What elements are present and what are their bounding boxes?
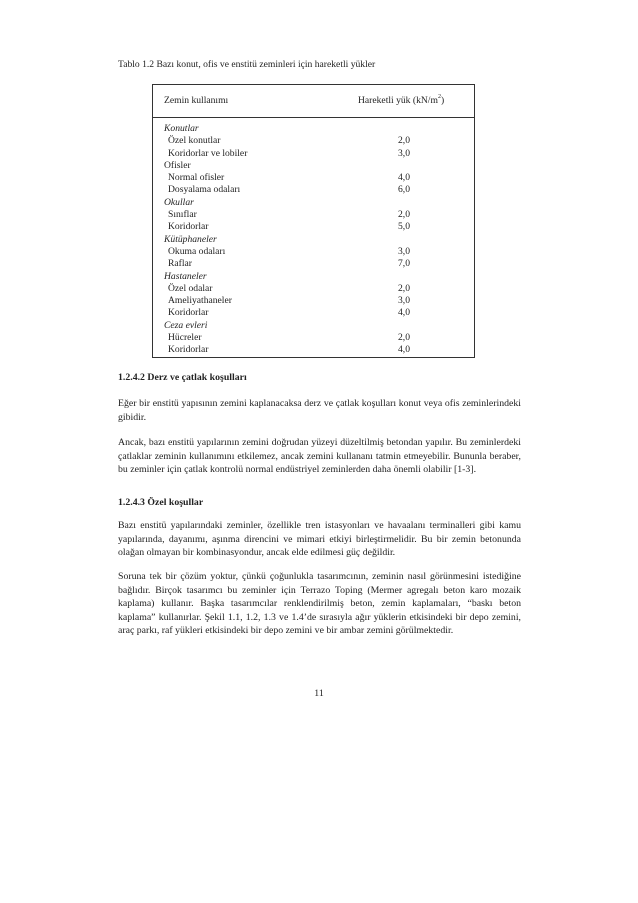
row-label: Normal ofisler	[168, 172, 225, 184]
row-label: Dosyalama odaları	[168, 184, 241, 196]
table-row	[153, 307, 474, 319]
row-value: 6,0	[398, 184, 410, 196]
paragraph: Soruna tek bir çözüm yoktur, çünkü çoğunlukla tasarımcının, zeminin nasıl görünmesini istediğine bağlıdır. Birçok tasarımcı bu zeminler için Terrazo Toping (Mermer agregalı beton karo mozaik kaplama) kullanır. Başka tasarımcılar renklendirilmiş beton, zemin kaplamaları, “baskı beton kaplama” kullanırlar. Şekil 1.1, 1.2, 1.3 ve 1.4’de sırasıyla ağır yüklerin etkisindeki bir depo zemini, araç parkı, raf yükleri etkisindeki bir depo zemini ve bir ambar zemini görülmektedir.	[118, 571, 521, 637]
table-caption: Tablo 1.2 Bazı konut, ofis ve enstitü zeminleri için hareketli yükler	[118, 59, 376, 70]
row-value: 2,0	[398, 282, 410, 294]
table-row	[153, 135, 474, 147]
section-heading-special: 1.2.4.3 Özel koşullar	[118, 497, 204, 508]
row-label: Ofisler	[164, 159, 191, 171]
row-label: Koridorlar	[168, 307, 209, 319]
row-label: Okuma odaları	[168, 245, 226, 257]
row-label: Ceza evleri	[164, 319, 208, 331]
table-row	[153, 283, 474, 295]
table-row	[153, 148, 474, 160]
row-value: 4,0	[398, 172, 410, 184]
row-label: Ameliyathaneler	[168, 295, 232, 307]
table-body	[153, 118, 474, 357]
table-row	[153, 172, 474, 184]
row-value: 3,0	[398, 245, 410, 257]
row-label: Hücreler	[168, 332, 202, 344]
live-load-table	[152, 84, 475, 358]
column-header-load	[358, 95, 444, 106]
table-row	[153, 295, 474, 307]
row-label: Koridorlar ve lobiler	[168, 147, 248, 159]
row-value: 7,0	[398, 258, 410, 270]
table-row-category	[153, 320, 474, 332]
column-header-usage: Zemin kullanımı	[164, 95, 229, 106]
row-label: Koridorlar	[168, 221, 209, 233]
table-row	[153, 332, 474, 344]
row-value: 5,0	[398, 221, 410, 233]
table-row	[153, 221, 474, 233]
row-label: Hastaneler	[164, 270, 207, 282]
row-label: Konutlar	[164, 123, 199, 134]
load-header-close: )	[440, 95, 445, 106]
row-label: Koridorlar	[168, 344, 209, 356]
table-row	[153, 246, 474, 258]
paragraph: Eğer bir enstitü yapısının zemini kaplanacaksa derz ve çatlak koşulları konut veya ofis zeminlerindeki gibidir.	[118, 398, 521, 423]
section-heading-joints: 1.2.4.2 Derz ve çatlak koşulları	[118, 372, 247, 383]
table-row-category	[153, 271, 474, 283]
page-number: 11	[314, 688, 324, 699]
table-row-category	[153, 197, 474, 209]
table-row	[153, 209, 474, 221]
row-value: 3,0	[398, 295, 410, 307]
paragraph: Bazı enstitü yapılarındaki zeminler, özellikle tren istasyonları ve havaalanı terminalleri gibi kamu yapılarında, dayanımı, aşınma direncini ve mimari etkiyi birleştirmelidir. Bu bir zemin betonunda olağan olmayan bir kombinasyondur, ancak elde edilmesi güç değildir.	[118, 520, 521, 559]
row-value: 2,0	[398, 135, 410, 147]
row-value: 2,0	[398, 332, 410, 344]
table-row-category	[153, 160, 474, 172]
row-label: Raflar	[168, 258, 192, 270]
row-value: 4,0	[398, 344, 410, 356]
row-label: Özel konutlar	[168, 135, 221, 147]
row-label: Sınıflar	[168, 209, 197, 221]
row-value: 2,0	[398, 209, 410, 221]
row-label: Okullar	[164, 196, 194, 208]
row-label: Özel odalar	[168, 282, 213, 294]
table-row	[153, 344, 474, 356]
table-row-category	[153, 234, 474, 246]
row-value: 3,0	[398, 147, 410, 159]
table-row	[153, 184, 474, 196]
table-row	[153, 258, 474, 270]
row-value: 4,0	[398, 307, 410, 319]
paragraph: Ancak, bazı enstitü yapılarının zemini doğrudan yüzeyi düzeltilmiş betondan yapılır. Bu zeminlerdeki çatlaklar zeminin kullanımını etkilemez, ancak zemini kullananı tatmin etmeyebilir. Bununla beraber, bu zeminler için çatlak kontrolü normal endüstriyel zeminlerden daha önemli olabilir [1-3].	[118, 437, 521, 476]
table-header	[153, 85, 474, 118]
table-row-category	[153, 123, 474, 135]
row-label: Kütüphaneler	[164, 233, 217, 245]
load-header-superscript: 2	[437, 94, 441, 100]
load-header-text: Hareketli yük (kN/m	[358, 95, 438, 106]
